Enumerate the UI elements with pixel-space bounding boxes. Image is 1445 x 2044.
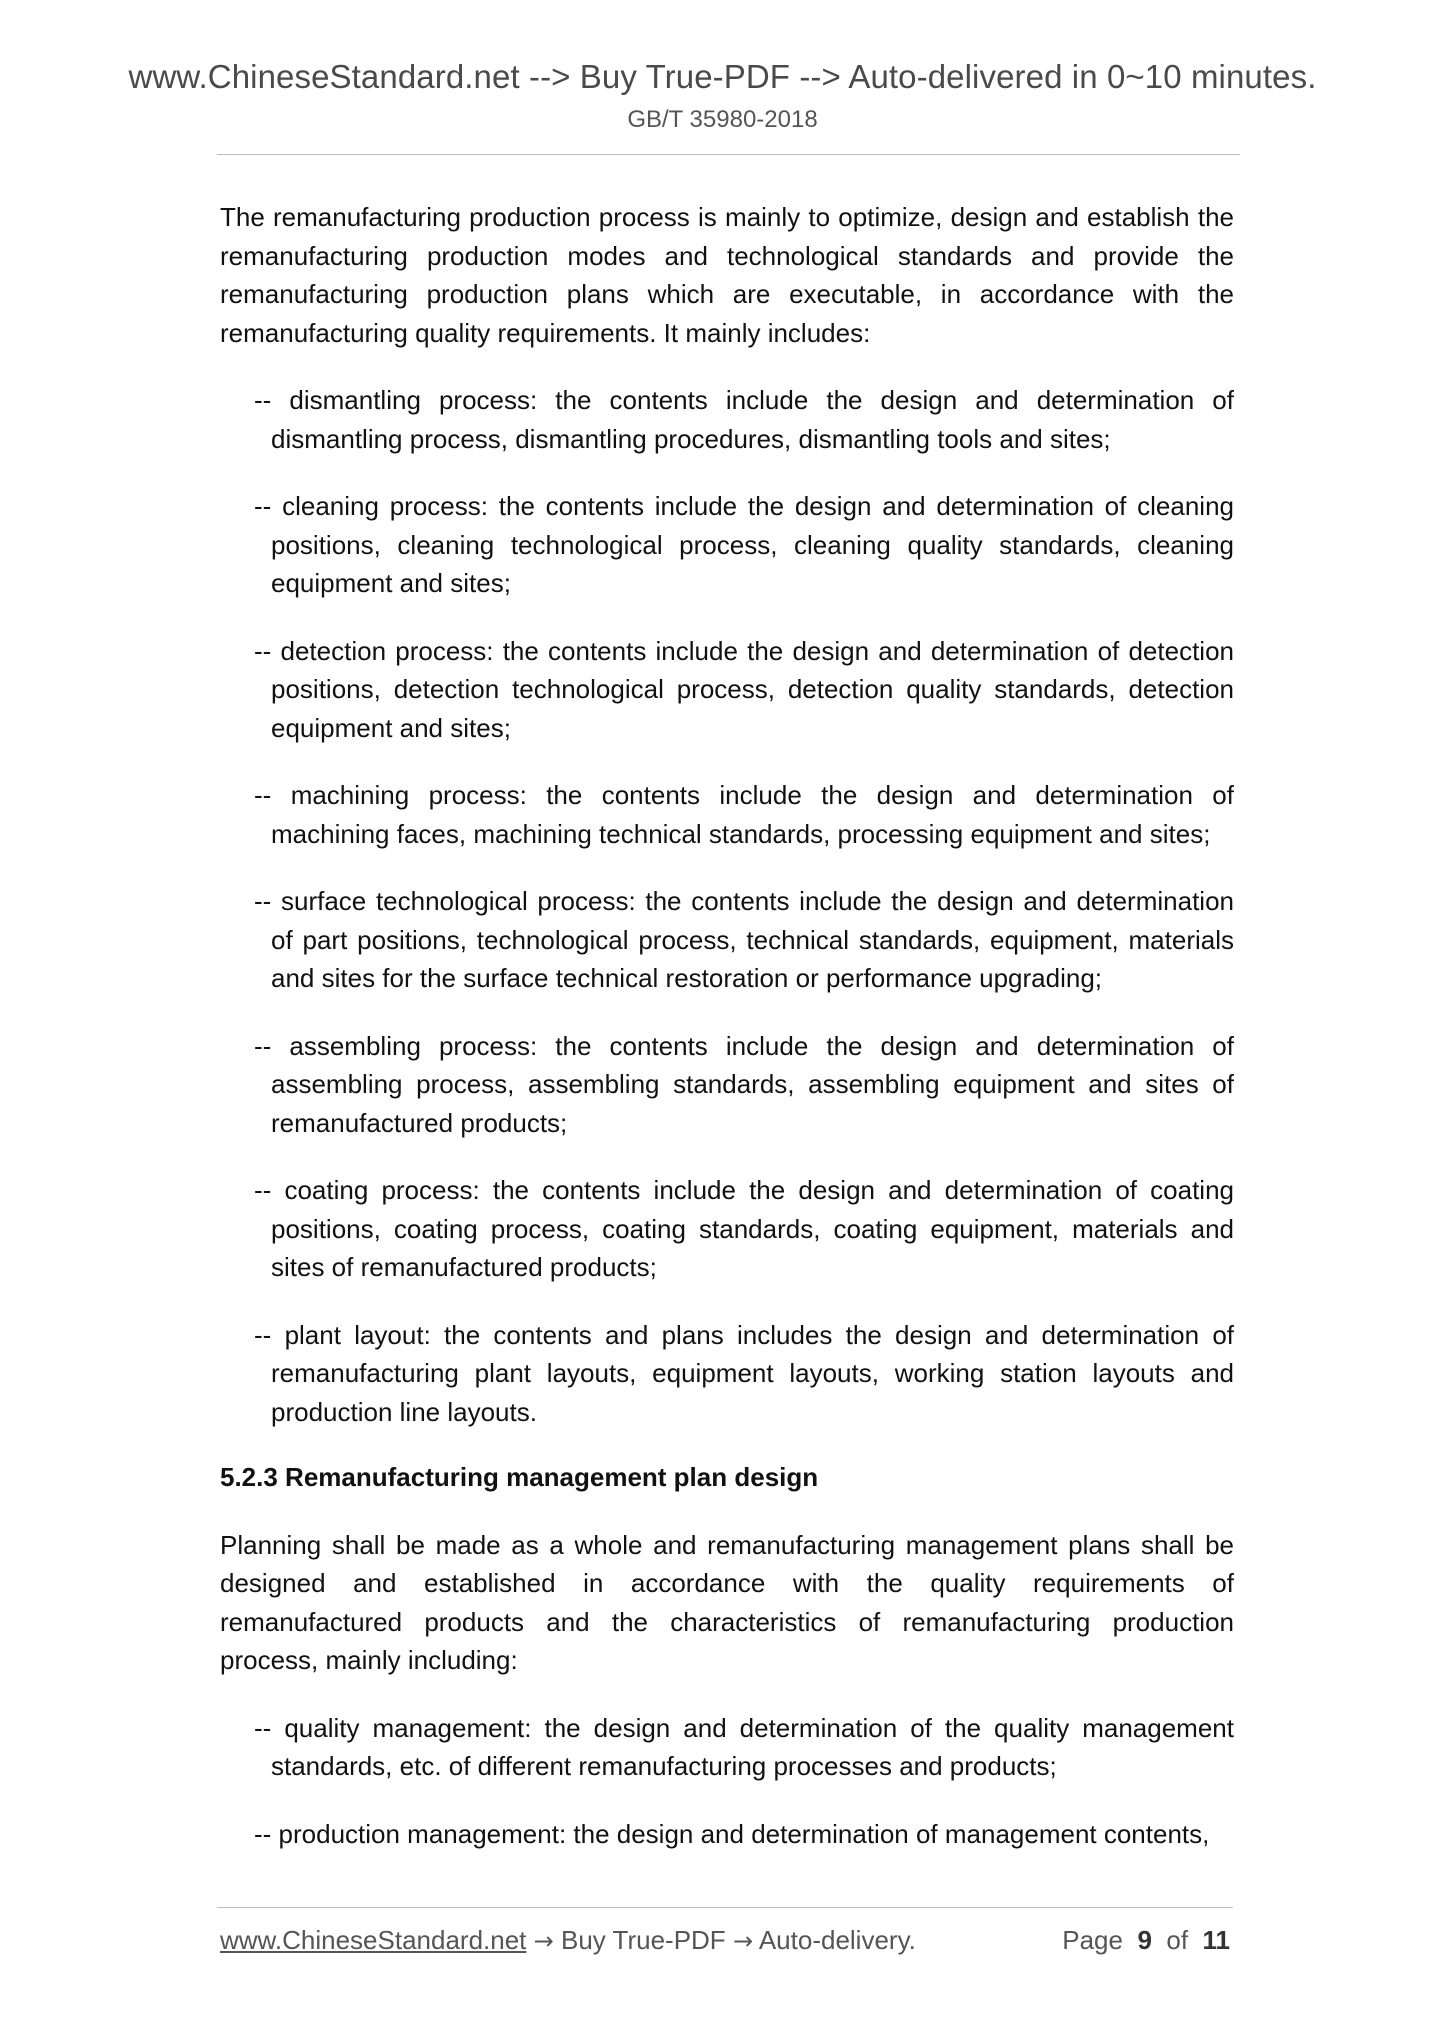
header-banner: www.ChineseStandard.net --> Buy True-PDF --> Auto-delivered in 0~10 minutes. xyxy=(128,58,1317,95)
arrow-icon: → xyxy=(533,1927,554,1955)
page-indicator xyxy=(1062,1925,1230,1956)
of-label: of xyxy=(1166,1925,1189,1955)
list-item-quality-management: -- quality management: the design and determination of the quality management standards, etc. of different remanufacturing processes and products; xyxy=(254,1712,1234,1781)
section-intro-paragraph: Planning shall be made as a whole and remanufacturing management plans shall be designed and established in accordance with the quality requirements of remanufactured products and the characteristics of remanufacturing production process, mainly including: xyxy=(220,1529,1234,1675)
footer-site-link[interactable]: www.ChineseStandard.net xyxy=(220,1925,527,1955)
footer-delivery-text: Auto-delivery. xyxy=(758,1925,916,1955)
footer-divider xyxy=(217,1907,1233,1908)
list-item-production-management: -- production management: the design and determination of management contents, xyxy=(254,1818,1210,1849)
page-label: Page xyxy=(1062,1925,1123,1955)
intro-paragraph: The remanufacturing production process is mainly to optimize, design and establish the remanufacturing production modes and technological standards and provide the remanufacturing production plans which are executable, in accordance with the remanufacturing quality requirements. It mainly includes: xyxy=(220,202,1234,348)
list-item-assembling: -- assembling process: the contents include the design and determination of assembling process, assembling standards, assembling equipment and sites of remanufactured products; xyxy=(254,1030,1234,1138)
list-item-plant-layout: -- plant layout: the contents and plans includes the design and determination of remanufacturing plant layouts, equipment layouts, working station layouts and production line layouts. xyxy=(254,1319,1234,1427)
list-item-detection: -- detection process: the contents include the design and determination of detection positions, detection technological process, detection quality standards, detection equipment and sites; xyxy=(254,635,1234,743)
arrow-icon: → xyxy=(732,1927,754,1955)
page-number: 9 xyxy=(1137,1925,1152,1955)
standard-number: GB/T 35980-2018 xyxy=(627,106,818,133)
section-heading: 5.2.3 Remanufacturing management plan design xyxy=(220,1462,819,1492)
list-item-surface: -- surface technological process: the contents include the design and determination of part positions, technological process, technical standards, equipment, materials and sites for the surface technical restoration or performance upgrading; xyxy=(254,886,1234,993)
footer-buy-text: Buy True-PDF xyxy=(560,1925,726,1955)
header-divider xyxy=(217,154,1240,155)
total-pages: 11 xyxy=(1202,1925,1230,1955)
list-item-dismantling: -- dismantling process: the contents include the design and determination of dismantling process, dismantling procedures, dismantling tools and sites; xyxy=(254,385,1234,454)
list-item-machining: -- machining process: the contents include the design and determination of machining faces, machining technical standards, processing equipment and sites; xyxy=(254,780,1234,849)
list-item-coating: -- coating process: the contents include the design and determination of coating positions, coating process, coating standards, coating equipment, materials and sites of remanufactured products; xyxy=(254,1175,1234,1282)
page-content xyxy=(220,198,1234,1882)
page-footer xyxy=(220,1925,1230,1956)
list-item-cleaning: -- cleaning process: the contents include the design and determination of cleaning positions, cleaning technological process, cleaning quality standards, cleaning equipment and sites; xyxy=(254,491,1234,598)
